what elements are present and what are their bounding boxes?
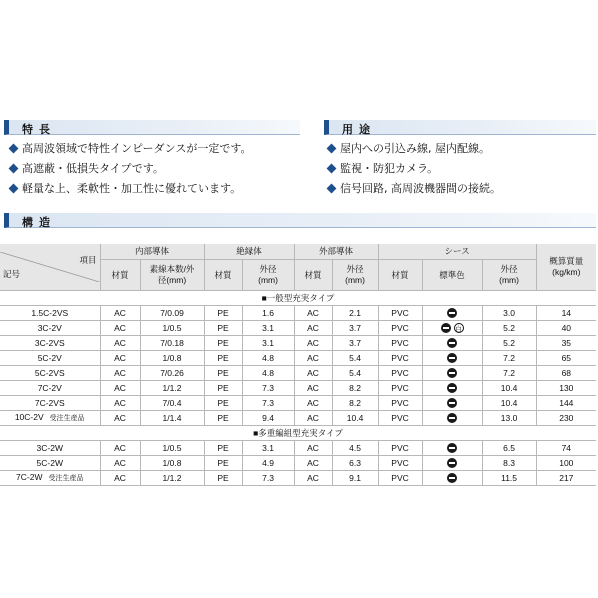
cell-ins-material: PE <box>204 396 242 411</box>
cell-outer-od: 8.2 <box>332 381 378 396</box>
cell-weight: 130 <box>536 381 596 396</box>
table-row <box>0 366 596 381</box>
code-text: 3C-2W <box>36 442 63 453</box>
cell-sheath-od: 11.5 <box>482 471 536 486</box>
cell-inner-material: AC <box>100 396 140 411</box>
table-row <box>0 381 596 396</box>
cell-inner-strands: 1/0.8 <box>140 456 204 471</box>
cell-ins-od: 7.3 <box>242 381 294 396</box>
cell-sheath-od: 5.2 <box>482 336 536 351</box>
structure-title: 構造 <box>22 216 56 229</box>
cell-inner-strands: 7/0.09 <box>140 306 204 321</box>
cell-ins-od: 4.9 <box>242 456 294 471</box>
cell-inner-material: AC <box>100 306 140 321</box>
cell-ins-material: PE <box>204 381 242 396</box>
cell-code <box>0 396 100 411</box>
cell-ins-od: 1.6 <box>242 306 294 321</box>
cell-code <box>0 456 100 471</box>
code-text: 7C-2VS <box>34 397 65 408</box>
cell-outer-od: 4.5 <box>332 441 378 456</box>
cell-outer-od: 5.4 <box>332 366 378 381</box>
cell-inner-strands: 7/0.26 <box>140 366 204 381</box>
section-row <box>0 291 596 306</box>
cell-outer-od: 8.2 <box>332 396 378 411</box>
list-item: 信号回路, 高周波機器間の接続。 <box>326 179 501 199</box>
cell-outer-material: AC <box>294 441 332 456</box>
cell-sheath-material: PVC <box>378 411 422 426</box>
cell-ins-material: PE <box>204 456 242 471</box>
cell-sheath-od: 8.3 <box>482 456 536 471</box>
features-header <box>4 120 300 135</box>
table-row <box>0 321 596 336</box>
diamond-bullet-icon <box>9 184 19 194</box>
cell-outer-material: AC <box>294 381 332 396</box>
cell-inner-strands: 1/1.2 <box>140 381 204 396</box>
cell-std-color <box>422 321 482 336</box>
structure-header <box>4 213 596 228</box>
cell-outer-od: 9.1 <box>332 471 378 486</box>
black-color-icon <box>447 398 457 408</box>
cell-ins-od: 9.4 <box>242 411 294 426</box>
cell-inner-material: AC <box>100 321 140 336</box>
group-outer-conductor: 外部導体 <box>294 244 378 260</box>
black-color-icon <box>447 443 457 453</box>
code-text: 7C-2V <box>37 382 62 393</box>
cell-inner-strands: 1/0.5 <box>140 321 204 336</box>
code-text: 5C-2V <box>37 352 62 363</box>
cell-sheath-material: PVC <box>378 456 422 471</box>
cell-sheath-material: PVC <box>378 306 422 321</box>
col-ins-od: 外径(mm) <box>242 260 294 291</box>
section-label: ■多重編組型充実タイプ <box>0 426 596 441</box>
cell-code <box>0 381 100 396</box>
cell-weight: 40 <box>536 321 596 336</box>
cell-sheath-material: PVC <box>378 471 422 486</box>
cell-sheath-od: 7.2 <box>482 366 536 381</box>
col-sheath-color: 標準色 <box>422 260 482 291</box>
diamond-bullet-icon <box>327 184 337 194</box>
uses-header <box>324 120 596 135</box>
cell-outer-material: AC <box>294 471 332 486</box>
cell-ins-od: 4.8 <box>242 351 294 366</box>
black-color-icon <box>447 338 457 348</box>
table-row <box>0 336 596 351</box>
black-color-icon <box>441 323 451 333</box>
cell-outer-material: AC <box>294 456 332 471</box>
group-weight: 概算質量(kg/km) <box>536 244 596 291</box>
cell-inner-material: AC <box>100 366 140 381</box>
code-text: 5C-2W <box>36 457 63 468</box>
cell-sheath-material: PVC <box>378 366 422 381</box>
col-sheath-material: 材質 <box>378 260 422 291</box>
section-label: ■一般型充実タイプ <box>0 291 596 306</box>
black-color-icon <box>447 353 457 363</box>
cell-weight: 68 <box>536 366 596 381</box>
cell-std-color <box>422 441 482 456</box>
cell-ins-material: PE <box>204 351 242 366</box>
cell-weight: 65 <box>536 351 596 366</box>
black-color-icon <box>447 383 457 393</box>
cell-code <box>0 306 100 321</box>
cell-weight: 74 <box>536 441 596 456</box>
cell-ins-od: 3.1 <box>242 336 294 351</box>
cell-code <box>0 351 100 366</box>
cell-outer-material: AC <box>294 396 332 411</box>
cell-sheath-od: 10.4 <box>482 381 536 396</box>
cell-ins-material: PE <box>204 321 242 336</box>
cell-weight: 14 <box>536 306 596 321</box>
cell-outer-od: 2.1 <box>332 306 378 321</box>
uses-title: 用途 <box>342 123 376 136</box>
cell-ins-material: PE <box>204 441 242 456</box>
cell-outer-material: AC <box>294 411 332 426</box>
cell-ins-material: PE <box>204 366 242 381</box>
cell-code <box>0 471 100 486</box>
diamond-bullet-icon <box>9 164 19 174</box>
cell-outer-material: AC <box>294 351 332 366</box>
corner-header <box>0 244 100 291</box>
cell-outer-od: 6.3 <box>332 456 378 471</box>
black-color-icon <box>447 368 457 378</box>
cell-weight: 230 <box>536 411 596 426</box>
table-row <box>0 411 596 426</box>
cell-std-color <box>422 456 482 471</box>
cell-inner-material: AC <box>100 456 140 471</box>
code-text: 10C-2V <box>14 412 44 422</box>
cell-sheath-material: PVC <box>378 396 422 411</box>
cell-sheath-material: PVC <box>378 336 422 351</box>
cell-inner-strands: 1/0.8 <box>140 351 204 366</box>
black-color-icon <box>447 473 457 483</box>
cell-std-color <box>422 471 482 486</box>
cell-std-color <box>422 351 482 366</box>
cell-inner-material: AC <box>100 336 140 351</box>
cell-outer-material: AC <box>294 366 332 381</box>
code-text: 5C-2VS <box>34 367 65 378</box>
diamond-bullet-icon <box>9 144 19 154</box>
code-text: 3C-2V <box>37 322 62 333</box>
cell-weight: 35 <box>536 336 596 351</box>
spec-table <box>0 244 596 486</box>
table-row <box>0 396 596 411</box>
features-list <box>8 139 251 199</box>
col-outer-od: 外径(mm) <box>332 260 378 291</box>
group-insulator: 絶縁体 <box>204 244 294 260</box>
cell-weight: 144 <box>536 396 596 411</box>
list-item: 屋内への引込み線, 屋内配線。 <box>326 139 501 159</box>
cell-ins-od: 3.1 <box>242 321 294 336</box>
code-text: 3C-2VS <box>34 337 65 348</box>
uses-list <box>326 139 501 199</box>
table-row <box>0 351 596 366</box>
cell-std-color <box>422 411 482 426</box>
cell-sheath-od: 5.2 <box>482 321 536 336</box>
cell-outer-od: 10.4 <box>332 411 378 426</box>
col-inner-material: 材質 <box>100 260 140 291</box>
list-item: 監視・防犯カメラ。 <box>326 159 501 179</box>
cell-ins-od: 7.3 <box>242 396 294 411</box>
cell-code <box>0 336 100 351</box>
cell-ins-od: 3.1 <box>242 441 294 456</box>
diamond-bullet-icon <box>327 164 337 174</box>
cell-sheath-material: PVC <box>378 381 422 396</box>
col-sheath-od: 外径(mm) <box>482 260 536 291</box>
features-title: 特長 <box>22 123 56 136</box>
cell-ins-material: PE <box>204 306 242 321</box>
cell-inner-strands: 1/0.5 <box>140 441 204 456</box>
col-ins-material: 材質 <box>204 260 242 291</box>
cell-inner-material: AC <box>100 471 140 486</box>
cell-sheath-od: 13.0 <box>482 411 536 426</box>
cell-inner-strands: 7/0.4 <box>140 396 204 411</box>
cell-inner-strands: 1/1.4 <box>140 411 204 426</box>
cell-sheath-material: PVC <box>378 321 422 336</box>
code-text: 1.5C-2VS <box>31 307 69 318</box>
cell-ins-material: PE <box>204 471 242 486</box>
cell-std-color <box>422 396 482 411</box>
cell-sheath-od: 3.0 <box>482 306 536 321</box>
group-sheath: シース <box>378 244 536 260</box>
cell-weight: 217 <box>536 471 596 486</box>
made-to-order-note: 受注生産品 <box>49 415 85 422</box>
group-inner-conductor: 内部導体 <box>100 244 204 260</box>
diamond-bullet-icon <box>327 144 337 154</box>
table-row <box>0 471 596 486</box>
cell-inner-strands: 1/1.2 <box>140 471 204 486</box>
cell-sheath-od: 7.2 <box>482 351 536 366</box>
list-item: 軽量な上、柔軟性・加工性に優れています。 <box>8 179 251 199</box>
cell-weight: 100 <box>536 456 596 471</box>
black-color-icon <box>447 458 457 468</box>
table-row <box>0 456 596 471</box>
cell-std-color <box>422 381 482 396</box>
cell-sheath-material: PVC <box>378 351 422 366</box>
col-inner-strands: 素線本数/外径(mm) <box>140 260 204 291</box>
table-row <box>0 441 596 456</box>
black-color-icon <box>447 308 457 318</box>
black-color-icon <box>447 413 457 423</box>
cell-sheath-od: 6.5 <box>482 441 536 456</box>
corner-item-label: 項目 <box>79 255 97 265</box>
cell-outer-od: 3.7 <box>332 321 378 336</box>
cell-sheath-od: 10.4 <box>482 396 536 411</box>
made-to-order-note: 受注生産品 <box>48 475 84 482</box>
cell-inner-strands: 7/0.18 <box>140 336 204 351</box>
cell-outer-od: 3.7 <box>332 336 378 351</box>
cell-inner-material: AC <box>100 381 140 396</box>
cell-code <box>0 366 100 381</box>
cell-ins-od: 7.3 <box>242 471 294 486</box>
cell-sheath-material: PVC <box>378 441 422 456</box>
cell-ins-material: PE <box>204 336 242 351</box>
cell-code <box>0 441 100 456</box>
cell-outer-material: AC <box>294 321 332 336</box>
section-row <box>0 426 596 441</box>
corner-code-label: 記号 <box>3 269 21 279</box>
col-outer-material: 材質 <box>294 260 332 291</box>
white-color-icon <box>454 323 464 333</box>
cell-outer-material: AC <box>294 306 332 321</box>
cell-inner-material: AC <box>100 441 140 456</box>
cell-code <box>0 321 100 336</box>
white-color-label: 白 <box>455 326 462 334</box>
table-row <box>0 306 596 321</box>
cell-std-color <box>422 306 482 321</box>
cell-inner-material: AC <box>100 351 140 366</box>
list-item: 高遮蔽・低損失タイプです。 <box>8 159 251 179</box>
code-text: 7C-2W <box>16 472 43 482</box>
cell-std-color <box>422 366 482 381</box>
cell-std-color <box>422 336 482 351</box>
list-item: 高周波領域で特性インピーダンスが一定です。 <box>8 139 251 159</box>
cell-ins-od: 4.8 <box>242 366 294 381</box>
cell-inner-material: AC <box>100 411 140 426</box>
cell-ins-material: PE <box>204 411 242 426</box>
cell-outer-od: 5.4 <box>332 351 378 366</box>
cell-outer-material: AC <box>294 336 332 351</box>
cell-code <box>0 411 100 426</box>
